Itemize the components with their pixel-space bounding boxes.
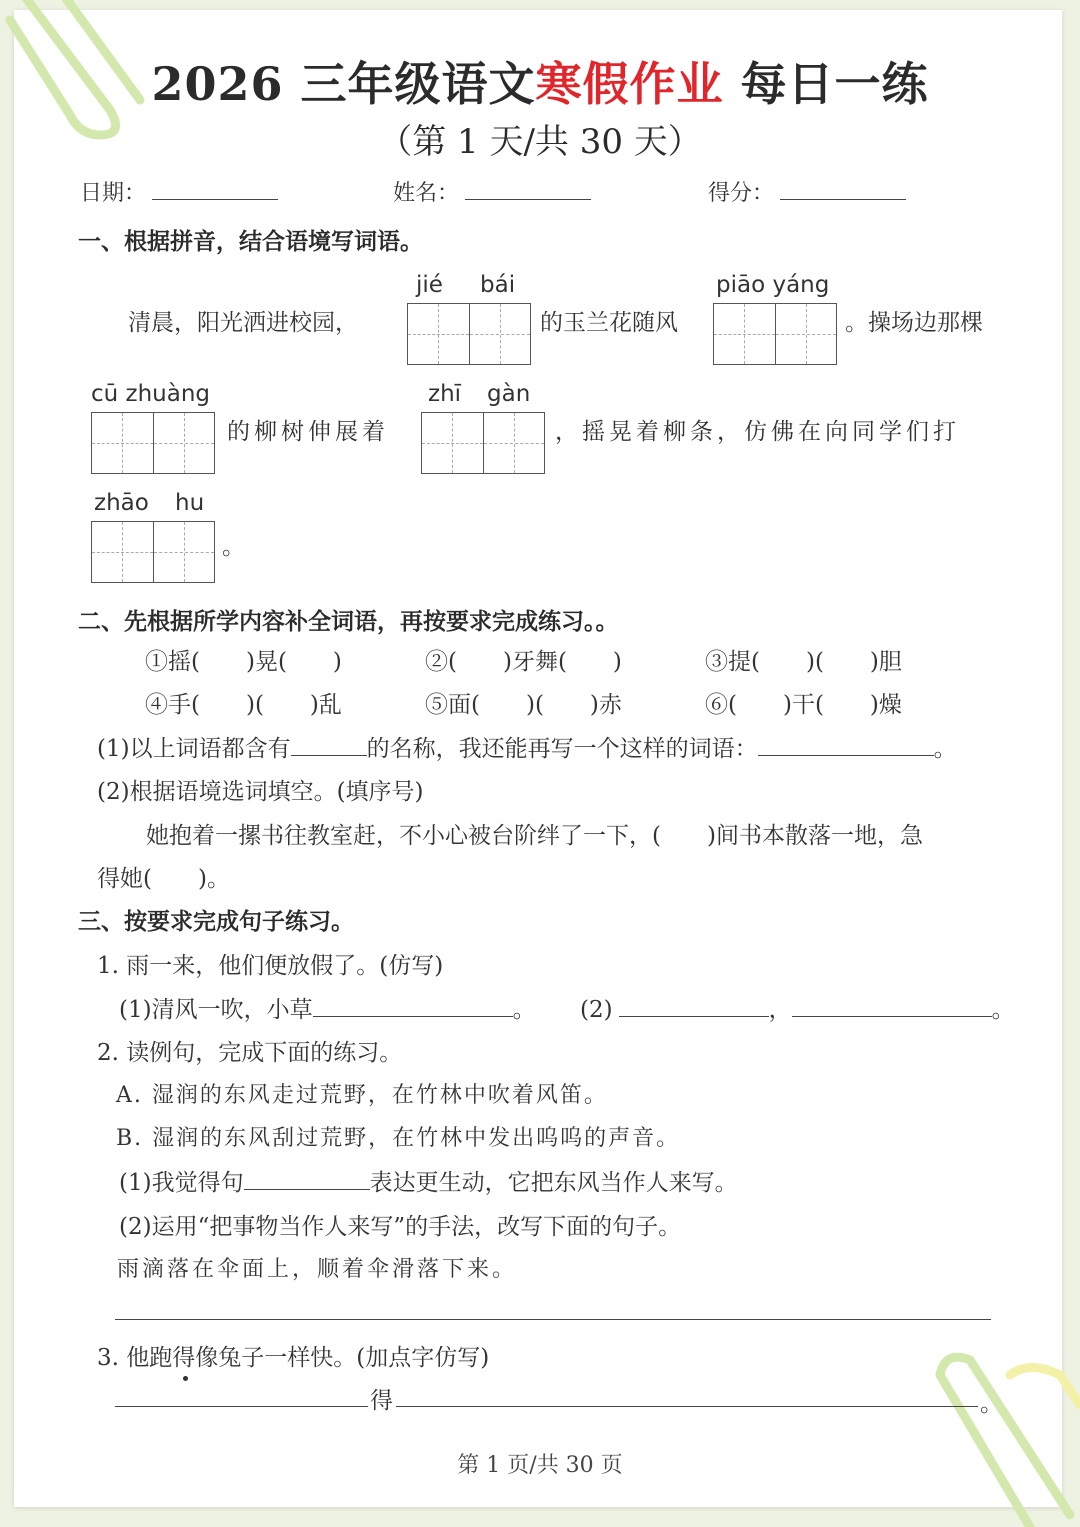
q3-middle-char: 得	[370, 1388, 393, 1414]
section1-text-6: 。	[222, 534, 245, 560]
section3-question-3: 3. 他跑得像兔子一样快。(加点字仿写)	[97, 1345, 490, 1371]
word-item-6: ⑥( )干( )燥	[705, 692, 902, 718]
word-item-1: ①摇( )晃( )	[145, 649, 342, 675]
name-field[interactable]: 姓名：	[393, 176, 591, 207]
pinyin-gan: gàn	[487, 381, 531, 407]
example-sentence-b: B. 湿润的东风刮过荒野，在竹林中发出呜呜的声音。	[116, 1126, 681, 1151]
section3-q1-sub2: (2) ， 。	[580, 997, 1015, 1023]
section1-text-3: 。操场边那棵	[845, 310, 983, 336]
tian-grid-piaoyang[interactable]	[713, 303, 837, 365]
answer-line-q3-right[interactable]	[396, 1406, 978, 1407]
section3-q2-sub1: (1)我觉得句 表达更生动，它把东风当作人来写。	[119, 1170, 738, 1196]
page-subtitle: （第 1 天/共 30 天）	[378, 122, 702, 162]
pinyin-jie: jié	[416, 272, 443, 298]
page-number: 第 1 页/共 30 页	[457, 1453, 623, 1478]
score-field[interactable]: 得分：	[708, 176, 906, 207]
section3-q1-sub1: (1)清风一吹，小草 。	[119, 997, 536, 1023]
date-field[interactable]: 日期：	[80, 176, 278, 207]
section1-text-2: 的玉兰花随风	[540, 310, 678, 336]
answer-blank[interactable]	[313, 998, 513, 1017]
pinyin-zhao: zhāo	[94, 490, 149, 516]
section3-heading: 三、按要求完成句子练习。	[78, 908, 354, 935]
section1-text-4: 的柳树伸展着	[227, 419, 389, 445]
section2-question-1: (1)以上词语都含有 的名称，我还能再写一个这样的词语： 。	[97, 736, 957, 762]
answer-blank[interactable]	[619, 998, 769, 1017]
section1-heading: 一、根据拼音，结合语境写词语。	[78, 228, 423, 255]
word-item-2: ②( )牙舞( )	[425, 649, 622, 675]
section2-passage-line-1: 她抱着一摞书往教室赶，不小心被台阶绊了一下，( )间书本散落一地，急	[146, 823, 923, 849]
answer-blank[interactable]	[792, 998, 992, 1017]
word-item-4: ④手( )( )乱	[145, 692, 342, 718]
section1-text-1: 清晨，阳光洒进校园，	[128, 310, 358, 336]
example-sentence-a: A. 湿润的东风走过荒野，在竹林中吹着风笛。	[116, 1083, 608, 1108]
section2-question-2: (2)根据语境选词填空。(填序号)	[97, 779, 424, 805]
answer-line-q3-left[interactable]	[115, 1406, 368, 1407]
section3-q2-sub2: (2)运用“把事物当作人来写”的手法，改写下面的句子。	[119, 1214, 682, 1240]
page-title: 2026 三年级语文寒假作业 每日一练	[151, 57, 929, 111]
tian-grid-zhaohu[interactable]	[91, 521, 215, 583]
pinyin-hu: hu	[175, 490, 205, 516]
section3-question-2: 2. 读例句，完成下面的练习。	[97, 1040, 403, 1066]
title-highlight: 寒假作业	[535, 57, 724, 111]
answer-blank[interactable]	[244, 1171, 370, 1190]
section3-question-1: 1. 雨一来，他们便放假了。(仿写)	[97, 953, 444, 979]
emphasis-dot	[183, 1376, 188, 1381]
pinyin-piaoyang: piāo yáng	[716, 272, 830, 298]
pinyin-bai: bái	[480, 272, 516, 298]
answer-blank[interactable]	[758, 737, 934, 756]
rewrite-sentence: 雨滴落在伞面上，顺着伞滑落下来。	[117, 1257, 518, 1282]
section1-text-5: ，摇晃着柳条，仿佛在向同学们打	[555, 419, 960, 445]
tian-grid-zhigan[interactable]	[421, 412, 545, 474]
tian-grid-jiebai[interactable]	[407, 303, 531, 365]
word-item-5: ⑤面( )( )赤	[425, 692, 622, 718]
section2-heading: 二、先根据所学内容补全词语，再按要求完成练习。。	[78, 608, 619, 635]
pinyin-cuzhuang: cū zhuàng	[91, 381, 211, 407]
answer-blank[interactable]	[291, 737, 367, 756]
section2-passage-line-2: 得她( )。	[97, 866, 230, 892]
tian-grid-cuzhuang[interactable]	[91, 412, 215, 474]
answer-line-rewrite[interactable]	[115, 1319, 991, 1320]
q3-end-mark: 。	[980, 1391, 1003, 1417]
word-item-3: ③提( )( )胆	[705, 649, 902, 675]
pinyin-zhi: zhī	[428, 381, 462, 407]
